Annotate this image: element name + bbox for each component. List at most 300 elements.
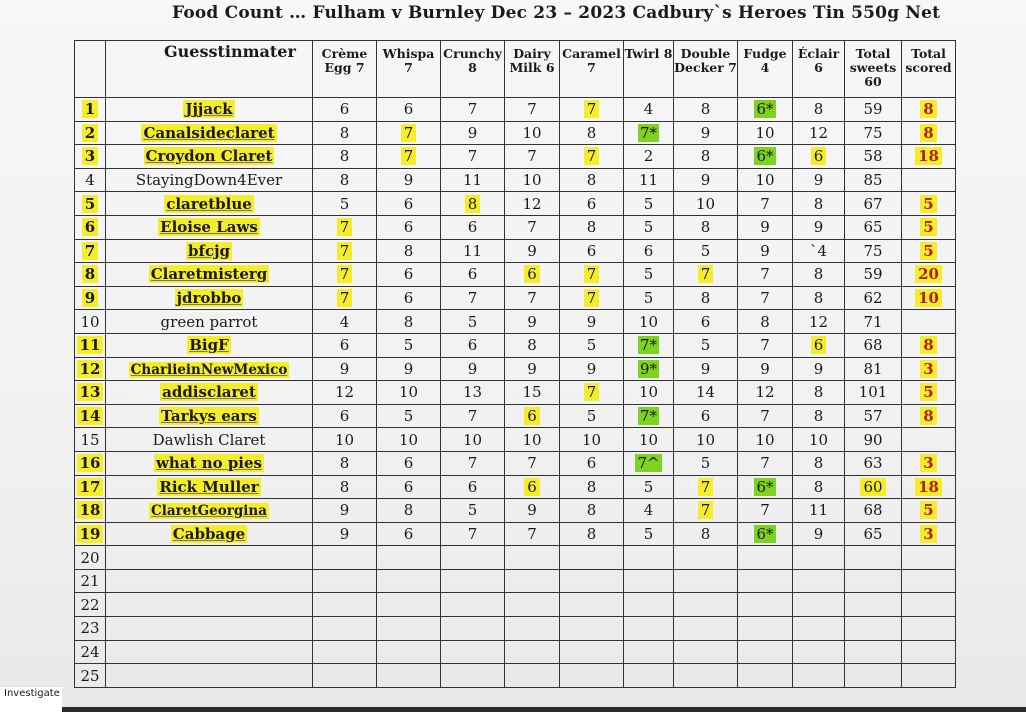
- cell-value: 9: [403, 171, 414, 190]
- header-row: [75, 41, 956, 98]
- cell-value: 8: [586, 171, 597, 190]
- cell-value: 6: [524, 265, 540, 283]
- cell-total-sweets: [845, 357, 902, 381]
- guesser-name: [106, 546, 313, 570]
- cell-total-scored: [902, 546, 956, 570]
- row-number: [75, 98, 106, 122]
- cell-value: 10: [462, 430, 483, 449]
- cell-creme-egg: [313, 192, 377, 216]
- guesser-name-text: BigF: [189, 336, 229, 355]
- cell-value: 8: [700, 218, 711, 237]
- cell-twirl: [624, 451, 674, 475]
- cell-dairy-milk: [505, 145, 560, 169]
- table-row: [75, 192, 956, 216]
- cell-value: 5: [643, 524, 654, 543]
- cell-creme-egg: [313, 263, 377, 287]
- cell-eclair: [793, 215, 845, 239]
- guesser-name-text: green parrot: [160, 312, 258, 331]
- guess-table: [74, 40, 956, 688]
- table-row: [75, 168, 956, 192]
- guesser-name: [106, 640, 313, 664]
- cell-twirl: [624, 333, 674, 357]
- cell-dairy-milk: [505, 381, 560, 405]
- cell-value: 9: [700, 171, 711, 190]
- table-row: [75, 664, 956, 688]
- row-number-text: 21: [80, 572, 100, 591]
- cell-dairy-milk: [505, 664, 560, 688]
- header-twirl: Twirl 8: [624, 41, 674, 98]
- cell-value: 5: [643, 265, 654, 284]
- cell-fudge: [738, 404, 793, 428]
- cell-crunchy: [441, 617, 505, 641]
- cell-value: 9: [700, 123, 711, 142]
- cell-whispa: [377, 522, 441, 546]
- cell-total-scored: [902, 215, 956, 239]
- cell-fudge: [738, 121, 793, 145]
- row-number: [75, 664, 106, 688]
- cell-value: 2: [643, 147, 654, 166]
- guesser-name: [106, 451, 313, 475]
- row-number: [75, 451, 106, 475]
- cell-value: 13: [462, 383, 483, 402]
- cell-creme-egg: [313, 310, 377, 334]
- cell-whispa: [377, 357, 441, 381]
- cell-value: 8: [465, 195, 481, 213]
- cell-value: 7: [760, 336, 770, 355]
- cell-value: 101: [858, 383, 888, 402]
- cell-eclair: [793, 121, 845, 145]
- cell-creme-egg: [313, 215, 377, 239]
- guesser-name: [106, 569, 313, 593]
- cell-value: 7: [760, 407, 770, 426]
- cell-fudge: [738, 451, 793, 475]
- cell-dairy-milk: [505, 428, 560, 452]
- cell-value: 7: [337, 289, 353, 307]
- guesser-name: [106, 145, 313, 169]
- cell-total-sweets: [845, 192, 902, 216]
- cell-twirl: [624, 239, 674, 263]
- cell-total-sweets: [845, 475, 902, 499]
- cell-total-sweets: [845, 617, 902, 641]
- cell-dairy-milk: [505, 569, 560, 593]
- cell-twirl: [624, 168, 674, 192]
- cell-twirl: [624, 192, 674, 216]
- cell-eclair: [793, 475, 845, 499]
- header-double-decker: Double Decker 7: [674, 41, 738, 98]
- cell-caramel: [560, 617, 624, 641]
- cell-value: 8: [920, 100, 936, 118]
- cell-value: 5: [700, 241, 711, 260]
- cell-value: 5: [700, 336, 711, 355]
- guesser-name: [106, 168, 313, 192]
- cell-caramel: [560, 404, 624, 428]
- cell-twirl: [624, 357, 674, 381]
- table-row: [75, 145, 956, 169]
- cell-crunchy: [441, 593, 505, 617]
- cell-eclair: [793, 145, 845, 169]
- cell-value: 68: [863, 336, 883, 355]
- investigate-label[interactable]: Investigate: [0, 686, 62, 712]
- cell-eclair: [793, 192, 845, 216]
- cell-value: 11: [462, 241, 483, 260]
- cell-total-sweets: [845, 404, 902, 428]
- cell-eclair: [793, 263, 845, 287]
- cell-value: 6: [403, 477, 414, 496]
- cell-fudge: [738, 546, 793, 570]
- cell-value: 10: [755, 430, 775, 449]
- cell-creme-egg: [313, 98, 377, 122]
- cell-double-decker: [674, 593, 738, 617]
- cell-whispa: [377, 593, 441, 617]
- cell-value: 8: [700, 100, 711, 119]
- cell-double-decker: [674, 215, 738, 239]
- cell-value: 11: [462, 171, 483, 190]
- cell-value: 10: [398, 430, 419, 449]
- cell-value: 7^: [637, 454, 660, 473]
- cell-crunchy: [441, 522, 505, 546]
- cell-total-scored: [902, 145, 956, 169]
- cell-whispa: [377, 168, 441, 192]
- cell-caramel: [560, 522, 624, 546]
- cell-total-scored: [902, 168, 956, 192]
- cell-value: 6: [467, 218, 478, 237]
- cell-total-sweets: [845, 310, 902, 334]
- table-row: [75, 263, 956, 287]
- cell-value: 11: [638, 171, 659, 190]
- row-number: [75, 640, 106, 664]
- cell-fudge: [738, 263, 793, 287]
- cell-twirl: [624, 310, 674, 334]
- cell-value: 20: [915, 265, 942, 283]
- row-number-text: 12: [77, 360, 104, 378]
- header-crunchy: Crunchy 8: [441, 41, 505, 98]
- cell-value: 7*: [639, 407, 658, 426]
- cell-value: 7: [401, 147, 417, 165]
- cell-value: 60: [860, 478, 885, 496]
- guesser-name: [106, 593, 313, 617]
- cell-total-scored: [902, 333, 956, 357]
- cell-creme-egg: [313, 333, 377, 357]
- cell-twirl: [624, 664, 674, 688]
- cell-fudge: [738, 664, 793, 688]
- cell-fudge: [738, 569, 793, 593]
- cell-value: 9: [339, 524, 350, 543]
- cell-whispa: [377, 286, 441, 310]
- table-row: [75, 451, 956, 475]
- cell-total-scored: [902, 617, 956, 641]
- cell-value: 90: [863, 430, 883, 449]
- cell-twirl: [624, 546, 674, 570]
- cell-value: 5: [643, 218, 654, 237]
- cell-whispa: [377, 145, 441, 169]
- cell-value: 6: [403, 100, 414, 119]
- cell-double-decker: [674, 168, 738, 192]
- cell-eclair: [793, 310, 845, 334]
- row-number-text: 9: [82, 289, 98, 307]
- cell-value: 9: [586, 359, 597, 378]
- cell-value: 5: [920, 195, 936, 213]
- cell-eclair: [793, 333, 845, 357]
- row-number: [75, 546, 106, 570]
- cell-value: 8: [813, 265, 824, 284]
- cell-value: 65: [863, 524, 883, 543]
- cell-caramel: [560, 381, 624, 405]
- guesser-name: [106, 310, 313, 334]
- cell-value: 6: [524, 478, 540, 496]
- row-number: [75, 121, 106, 145]
- cell-value: 3: [920, 525, 936, 543]
- cell-value: 7: [467, 454, 478, 473]
- cell-fudge: [738, 310, 793, 334]
- header-whispa: Whispa 7: [377, 41, 441, 98]
- cell-creme-egg: [313, 475, 377, 499]
- cell-value: 7: [401, 124, 417, 142]
- cell-eclair: [793, 593, 845, 617]
- cell-eclair: [793, 569, 845, 593]
- cell-fudge: [738, 522, 793, 546]
- cell-value: 85: [863, 171, 883, 190]
- row-number: [75, 499, 106, 523]
- cell-crunchy: [441, 286, 505, 310]
- cell-twirl: [624, 593, 674, 617]
- cell-value: 6*: [756, 147, 774, 166]
- cell-double-decker: [674, 121, 738, 145]
- cell-twirl: [624, 286, 674, 310]
- table-row: [75, 310, 956, 334]
- table-row: [75, 499, 956, 523]
- cell-double-decker: [674, 451, 738, 475]
- cell-value: 68: [863, 501, 883, 520]
- row-number-text: 10: [80, 312, 100, 331]
- cell-eclair: [793, 239, 845, 263]
- cell-value: 6: [467, 265, 478, 284]
- cell-value: 3: [920, 454, 936, 472]
- cell-value: 7: [337, 265, 353, 283]
- guesser-name-text: jdrobbo: [176, 289, 242, 308]
- cell-value: 7: [467, 289, 478, 308]
- cell-value: 7: [760, 501, 770, 520]
- cell-value: 18: [915, 147, 942, 165]
- guesser-name-text: CharlieinNewMexico: [130, 361, 288, 378]
- cell-eclair: [793, 286, 845, 310]
- cell-value: 6*: [756, 100, 774, 119]
- guesser-name: [106, 263, 313, 287]
- cell-value: 5: [920, 242, 936, 260]
- cell-value: 6: [339, 100, 350, 119]
- cell-fudge: [738, 98, 793, 122]
- cell-total-sweets: [845, 98, 902, 122]
- cell-caramel: [560, 428, 624, 452]
- row-number-text: 11: [77, 336, 104, 354]
- guesser-name: [106, 333, 313, 357]
- row-number-text: 3: [82, 147, 98, 165]
- cell-eclair: [793, 617, 845, 641]
- cell-double-decker: [674, 381, 738, 405]
- cell-value: 10: [522, 430, 542, 449]
- cell-value: 6: [403, 194, 414, 213]
- cell-fudge: [738, 640, 793, 664]
- row-number: [75, 522, 106, 546]
- table-row: [75, 475, 956, 499]
- cell-double-decker: [674, 640, 738, 664]
- cell-crunchy: [441, 215, 505, 239]
- cell-total-sweets: [845, 546, 902, 570]
- cell-creme-egg: [313, 428, 377, 452]
- cell-value: 7: [527, 218, 537, 237]
- cell-whispa: [377, 499, 441, 523]
- cell-value: 7: [584, 147, 600, 165]
- cell-value: 10: [638, 312, 659, 331]
- cell-whispa: [377, 215, 441, 239]
- table-row: [75, 286, 956, 310]
- cell-crunchy: [441, 664, 505, 688]
- cell-value: 6: [700, 407, 711, 426]
- cell-value: 6: [339, 336, 350, 355]
- cell-value: 7: [527, 289, 537, 308]
- cell-crunchy: [441, 263, 505, 287]
- guesser-name: [106, 428, 313, 452]
- cell-caramel: [560, 357, 624, 381]
- cell-value: 10: [638, 430, 659, 449]
- bottom-bar: [62, 707, 1026, 712]
- cell-creme-egg: [313, 593, 377, 617]
- cell-value: 8: [920, 336, 936, 354]
- cell-caramel: [560, 310, 624, 334]
- cell-value: 8: [813, 100, 824, 119]
- cell-dairy-milk: [505, 333, 560, 357]
- cell-value: 9: [586, 312, 597, 331]
- cell-dairy-milk: [505, 522, 560, 546]
- cell-double-decker: [674, 286, 738, 310]
- row-number: [75, 215, 106, 239]
- cell-value: 4: [643, 501, 654, 520]
- cell-creme-egg: [313, 168, 377, 192]
- cell-creme-egg: [313, 569, 377, 593]
- cell-eclair: [793, 357, 845, 381]
- cell-twirl: [624, 404, 674, 428]
- cell-eclair: [793, 381, 845, 405]
- cell-caramel: [560, 168, 624, 192]
- cell-caramel: [560, 98, 624, 122]
- guesser-name-text: ClaretGeorgina: [151, 503, 267, 520]
- cell-total-sweets: [845, 381, 902, 405]
- cell-twirl: [624, 263, 674, 287]
- cell-value: 12: [808, 312, 829, 331]
- cell-creme-egg: [313, 239, 377, 263]
- cell-value: 62: [863, 289, 883, 308]
- table-row: [75, 98, 956, 122]
- cell-value: 7: [584, 265, 600, 283]
- cell-value: 5: [920, 218, 936, 236]
- table-row: [75, 239, 956, 263]
- cell-value: 10: [755, 123, 775, 142]
- row-number-text: 6: [82, 218, 98, 236]
- table-row: [75, 522, 956, 546]
- cell-value: 7: [698, 501, 714, 519]
- cell-fudge: [738, 145, 793, 169]
- cell-total-scored: [902, 192, 956, 216]
- cell-value: 8: [339, 477, 350, 496]
- cell-value: 5: [586, 336, 597, 355]
- cell-whispa: [377, 239, 441, 263]
- guesser-name: [106, 499, 313, 523]
- cell-total-sweets: [845, 239, 902, 263]
- cell-total-scored: [902, 286, 956, 310]
- cell-value: 7: [698, 478, 714, 496]
- cell-value: 8: [813, 383, 824, 402]
- cell-fudge: [738, 381, 793, 405]
- cell-value: 6: [467, 477, 478, 496]
- row-number: [75, 192, 106, 216]
- cell-whispa: [377, 428, 441, 452]
- cell-fudge: [738, 593, 793, 617]
- cell-value: 12: [808, 123, 829, 142]
- cell-fudge: [738, 192, 793, 216]
- row-number-text: 16: [77, 454, 104, 472]
- cell-creme-egg: [313, 145, 377, 169]
- cell-eclair: [793, 451, 845, 475]
- cell-twirl: [624, 121, 674, 145]
- cell-value: 57: [863, 407, 883, 426]
- cell-value: 5: [467, 501, 478, 520]
- cell-twirl: [624, 475, 674, 499]
- cell-dairy-milk: [505, 192, 560, 216]
- cell-value: 8: [700, 289, 711, 308]
- sheet-title: Food Count … Fulham v Burnley Dec 23 – 2023 Cadbury`s Heroes Tin 550g Net: [172, 3, 941, 23]
- cell-total-sweets: [845, 286, 902, 310]
- cell-value: 7: [760, 194, 770, 213]
- cell-value: 10: [522, 171, 542, 190]
- row-number-text: 23: [80, 619, 100, 638]
- cell-double-decker: [674, 546, 738, 570]
- guesser-name-text: Jjjack: [185, 100, 233, 119]
- cell-eclair: [793, 522, 845, 546]
- cell-dairy-milk: [505, 451, 560, 475]
- cell-caramel: [560, 121, 624, 145]
- cell-value: 9: [813, 359, 824, 378]
- cell-crunchy: [441, 168, 505, 192]
- cell-value: 10: [522, 123, 542, 142]
- cell-double-decker: [674, 333, 738, 357]
- cell-value: 5: [700, 454, 711, 473]
- row-number: [75, 593, 106, 617]
- cell-double-decker: [674, 98, 738, 122]
- cell-total-scored: [902, 475, 956, 499]
- cell-twirl: [624, 145, 674, 169]
- cell-value: 7: [467, 100, 478, 119]
- cell-value: 7: [337, 242, 353, 260]
- cell-eclair: [793, 168, 845, 192]
- cell-creme-egg: [313, 404, 377, 428]
- cell-value: 9: [700, 359, 711, 378]
- cell-total-scored: [902, 310, 956, 334]
- cell-creme-egg: [313, 286, 377, 310]
- table-row: [75, 215, 956, 239]
- cell-total-scored: [902, 381, 956, 405]
- cell-total-scored: [902, 263, 956, 287]
- cell-value: 8: [403, 312, 414, 331]
- guesser-name-text: Rick Muller: [159, 477, 259, 496]
- cell-caramel: [560, 640, 624, 664]
- row-number: [75, 428, 106, 452]
- cell-eclair: [793, 664, 845, 688]
- cell-double-decker: [674, 145, 738, 169]
- cell-total-sweets: [845, 522, 902, 546]
- cell-value: 10: [915, 289, 942, 307]
- cell-whispa: [377, 381, 441, 405]
- cell-crunchy: [441, 333, 505, 357]
- row-number: [75, 475, 106, 499]
